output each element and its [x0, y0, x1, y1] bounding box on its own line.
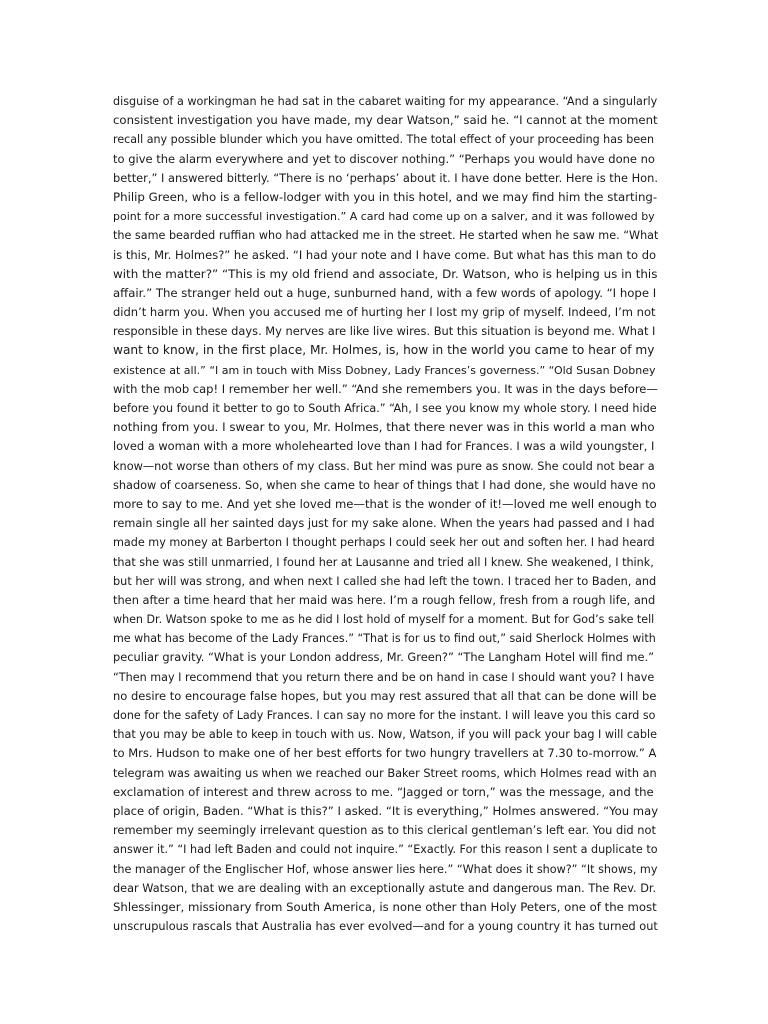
text-line: then after a time heard that her maid was here. I’m a rough fellow, fresh from a rough life, and [113, 592, 656, 607]
text-line: recall any possible blunder which you have omitted. The total effect of your proceeding has been [113, 133, 655, 147]
text-line: affair.” The stranger held out a huge, sunburned hand, with a few words of apology. “I hope I [113, 285, 657, 300]
text-line: peculiar gravity. “What is your London address, Mr. Green?” “The Langham Hotel will find me.” [113, 650, 654, 665]
text-line: the manager of the Englischer Hof, whose answer lies here.” “What does it show?” “It shows, my [113, 862, 658, 876]
text-line: better,” I answered bitterly. “There is no ‘perhaps’ about it. I have done better. Here is the Hon. [113, 170, 658, 185]
text-line: made my money at Barberton I thought perhaps I could seek her out and soften her. I had heard [113, 536, 655, 550]
text-line: know—not worse than others of my class. But her mind was pure as snow. She could not bear a [113, 459, 655, 473]
text-line: is this, Mr. Holmes?” he asked. “I had your note and I have come. But what has this man to do [113, 247, 657, 262]
text-line: existence at all.” “I am in touch with Miss Dobney, Lady Frances’s governess.” “Old Susan Dobney [113, 363, 656, 377]
text-line: responsible in these days. My nerves are like live wires. But this situation is beyond me. What I [113, 324, 656, 339]
text-line: to give the alarm everywhere and yet to discover nothing.” “Perhaps you would have done no [113, 151, 655, 166]
text-line: Shlessinger, missionary from South America, is none other than Holy Peters, one of the most [113, 899, 657, 914]
text-line: didn’t harm you. When you accused me of hurting her I lost my grip of myself. Indeed, I’m not [113, 305, 656, 320]
text-line: that you may be able to keep in touch with us. Now, Watson, if you will pack your bag I will cable [113, 728, 657, 742]
text-line: telegram was awaiting us when we reached our Baker Street rooms, which Holmes read with an [113, 766, 657, 780]
text-line: with the mob cap! I remember her well.” “And she remembers you. It was in the days before— [113, 381, 658, 396]
text-line: the same bearded ruffian who had attacked me in the street. He started when he saw me. “What [113, 229, 658, 243]
text-line: but her will was strong, and when next I called she had left the town. I traced her to Baden, and [113, 574, 657, 588]
text-line: consistent investigation you have made, my dear Watson,” said he. “I cannot at the moment [113, 113, 658, 128]
text-line: when Dr. Watson spoke to me as he did I lost hold of myself for a moment. But for God’s sake tell [113, 613, 655, 627]
text-line: more to say to me. And yet she loved me—that is the wonder of it!—loved me well enough to [113, 496, 657, 511]
text-line: remain single all her sainted days just for my sake alone. When the years had passed and I had [113, 517, 655, 531]
body-text [113, 92, 658, 936]
text-line: shadow of coarseness. So, when she came to hear of things that I had done, she would have no [113, 478, 656, 492]
text-line: me what has become of the Lady Frances.” “That is for us to find out,” said Sherlock Holmes with [113, 632, 656, 646]
text-line: that she was still unmarried, I found her at Lausanne and tried all I knew. She weakened, I think, [113, 555, 654, 569]
text-line: before you found it better to go to South Africa.” “Ah, I see you know my whole story. I need hide [113, 402, 657, 415]
text-line: remember my seemingly irrelevant question as to this clerical gentleman’s left ear. You did not [113, 823, 656, 838]
text-line: nothing from you. I swear to you, Mr. Holmes, that there never was in this world a man who [113, 420, 655, 435]
text-line: Philip Green, who is a fellow-lodger with you in this hotel, and we may find him the starting- [113, 189, 658, 204]
text-line: “Then may I recommend that you return there and be on hand in case I should want you? I have [113, 670, 655, 684]
text-line: want to know, in the first place, Mr. Holmes, is, how in the world you came to hear of my [113, 343, 655, 358]
text-line: place of origin, Baden. “What is this?” I asked. “It is everything,” Holmes answered. “You may [113, 803, 658, 818]
text-line: to Mrs. Hudson to make one of her best efforts for two hungry travellers at 7.30 to-morrow.” A [113, 746, 657, 761]
text-line: loved a woman with a more wholehearted love than I had for Frances. I was a wild youngster, I [113, 439, 655, 454]
text-line: exclamation of interest and threw across to me. “Jagged or torn,” was the message, and the [113, 784, 654, 799]
text-line: done for the safety of Lady Frances. I can say no more for the instant. I will leave you this card so [113, 709, 656, 722]
text-line: disguise of a workingman he had sat in the cabaret waiting for my appearance. “And a singularly [113, 95, 658, 108]
text-line: dear Watson, that we are dealing with an exceptionally astute and dangerous man. The Rev. Dr. [113, 881, 657, 895]
text-line: answer it.” “I had left Baden and could not inquire.” “Exactly. For this reason I sent a duplicate to [113, 843, 658, 857]
text-line: with the matter?” “This is my old friend and associate, Dr. Watson, who is helping us in this [113, 266, 658, 281]
text-line: point for a more successful investigation.” A card had come up on a salver, and it was followed by [113, 210, 655, 224]
text-line: no desire to encourage false hopes, but you may rest assured that all that can be done will be [113, 688, 657, 703]
text-line: unscrupulous rascals that Australia has ever evolved—and for a young country it has turned out [113, 920, 658, 934]
